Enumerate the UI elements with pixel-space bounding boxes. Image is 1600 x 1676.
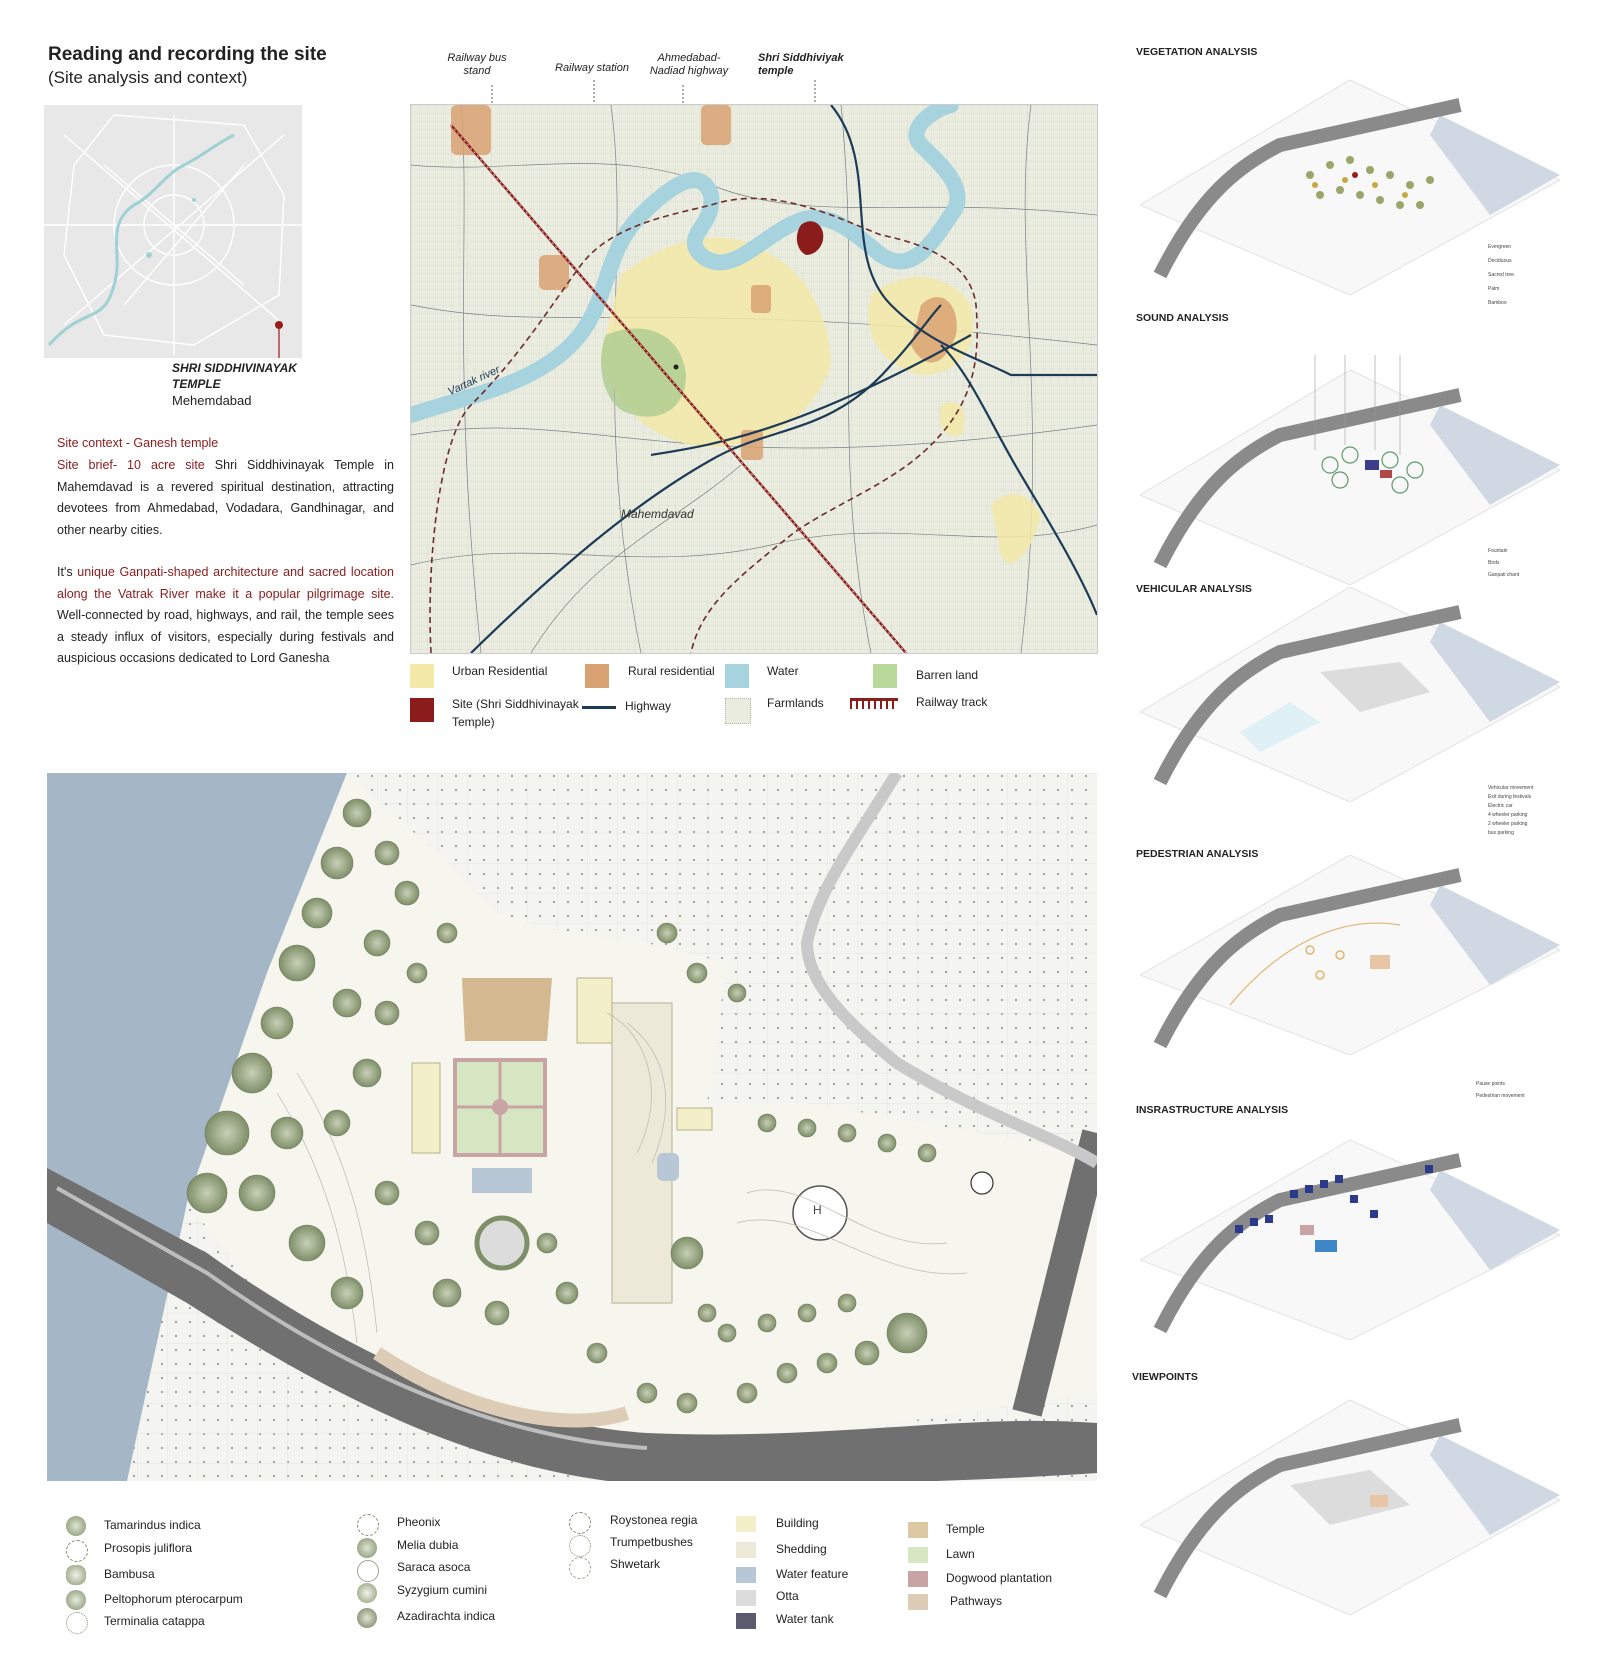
material-label: Shedding [776, 1542, 827, 1556]
legend-vegetation-item: Palm [1488, 286, 1500, 292]
neem-icon [357, 1608, 377, 1628]
swatch-lawn [908, 1547, 928, 1563]
iso-pedestrian [1140, 855, 1560, 1055]
legend-label-site: Site (Shri Siddhivinayak Temple) [452, 697, 579, 729]
phoenix-icon [357, 1514, 379, 1536]
legend-vehicular-item: bus parking [1488, 830, 1514, 836]
material-label: Otta [776, 1589, 799, 1603]
legend-vehicular-item: 4 wheeler parking [1488, 812, 1528, 818]
plant-label: Trumpetbushes [610, 1535, 693, 1549]
panel-title-viewpoints: VIEWPOINTS [1132, 1371, 1198, 1383]
panel-title-vegetation: VEGETATION ANALYSIS [1136, 46, 1258, 58]
legend-swatch-urban [410, 664, 434, 688]
context-para2-red: unique Ganpati-shaped architecture and sacred location along the Vatrak River make it a popular pilgrimage site. [57, 565, 394, 601]
melia-icon [357, 1538, 377, 1558]
locator-label: SHRI SIDDHIVINAYAK TEMPLE [172, 361, 297, 391]
page-subtitle: (Site analysis and context) [48, 68, 248, 87]
legend-swatch-water [725, 664, 749, 688]
legend-sound-item: Ganpati chant [1488, 572, 1520, 578]
swatch-water-tank [736, 1613, 756, 1629]
roystonea-icon [569, 1512, 591, 1534]
legend-swatch-barren [873, 664, 897, 688]
plant-label: Azadirachta indica [397, 1609, 496, 1623]
map-river-label: Vartak river [446, 363, 502, 399]
page-title: Reading and recording the site [48, 44, 327, 65]
iso-infrastructure [1140, 1130, 1560, 1340]
legend-swatch-rural [585, 664, 609, 688]
legend-sound-item: Fountain [1488, 548, 1508, 554]
legend-label-barren: Barren land [916, 668, 979, 682]
tamarind-icon [66, 1516, 86, 1536]
legend-vehicular-item: Electric car [1488, 803, 1513, 809]
plant-label: Shwetark [610, 1557, 661, 1571]
legend-vehicular-item: Exit during festivals [1488, 794, 1532, 800]
material-label: Temple [946, 1522, 985, 1536]
terminalia-icon [66, 1612, 88, 1634]
legend-label-highway: Highway [625, 699, 672, 713]
site-plan [47, 773, 1097, 1481]
legend-vehicular-item: Vehicular movement [1488, 785, 1534, 791]
material-label: Lawn [946, 1547, 975, 1561]
legend-sound [1488, 545, 1519, 581]
plant-label: Tamarindus indica [104, 1518, 201, 1532]
material-label: Pathways [950, 1594, 1003, 1608]
legend-pedestrian-item: Pause points [1476, 1081, 1505, 1087]
legend-swatch-farmlands [725, 698, 751, 724]
plant-label: Melia dubia [397, 1538, 459, 1552]
context-para2-text: Well-connected by road, highways, and rail, the temple sees a steady influx of visitors, especially during festivals and auspicious occasions dedicated to Lord Ganesha [57, 608, 394, 665]
legend-label-rural: Rural residential [628, 664, 715, 678]
legend-label-farmlands: Farmlands [767, 696, 824, 710]
material-label: Building [776, 1516, 819, 1530]
plant-label: Roystonea regia [610, 1513, 698, 1527]
swatch-pathways [908, 1594, 928, 1610]
iso-viewpoints [1140, 1395, 1560, 1615]
plant-label: Pheonix [397, 1515, 441, 1529]
plant-label: Terminalia catappa [104, 1614, 205, 1628]
legend-sound-item: Birds [1488, 560, 1500, 566]
bamboo-icon [66, 1565, 86, 1585]
legend-vehicular-item: 2 wheeler parking [1488, 821, 1528, 827]
legend-label-water: Water [767, 664, 799, 678]
swatch-temple [908, 1522, 928, 1538]
locator-place: Mehemdabad [172, 393, 252, 408]
shwetark-icon [569, 1557, 591, 1579]
legend-swatch-highway [582, 706, 616, 709]
material-label: Water feature [776, 1567, 849, 1581]
map-town-label: Mahemdavad [621, 507, 694, 521]
swatch-otta [736, 1590, 756, 1606]
material-label: Dogwood plantation [946, 1571, 1053, 1585]
legend-label-urban: Urban Residential [452, 664, 548, 678]
legend-vegetation-item: Evergreen [1488, 244, 1512, 250]
legend-label-railway: Railway track [916, 695, 988, 709]
legend-vegetation-item: Deciduous [1488, 258, 1512, 264]
panel-title-infrastructure: INSRASTRUCTURE ANALYSIS [1136, 1104, 1289, 1116]
legend-vegetation [1488, 240, 1514, 310]
legend-vehicular [1488, 784, 1533, 838]
saraca-icon [357, 1560, 379, 1582]
plant-label: Prosopis juliflora [104, 1541, 193, 1555]
map-label-temple: Shri Siddhiviyak temple [758, 52, 844, 77]
swatch-building [736, 1516, 756, 1532]
map-label-railway-station: Railway station [555, 62, 629, 74]
helipad-mark: H [813, 1203, 822, 1217]
legend-pedestrian [1476, 1078, 1525, 1102]
panel-title-sound: SOUND ANALYSIS [1136, 312, 1229, 324]
material-legend [736, 1512, 1116, 1642]
legend-vegetation-item: Sacred tree [1488, 272, 1514, 278]
map-legend [410, 662, 1050, 732]
prosopis-icon [66, 1540, 88, 1562]
legend-pedestrian-item: Pedestrian movement [1476, 1093, 1525, 1099]
syzygium-icon [357, 1583, 377, 1603]
context-para2-lead: It's [57, 565, 78, 579]
iso-vehicular [1140, 582, 1560, 802]
context-heading: Site context - Ganesh temple [57, 436, 219, 450]
plant-legend [64, 1512, 744, 1642]
legend-swatch-railway [850, 698, 898, 709]
plant-label: Saraca asoca [397, 1560, 471, 1574]
swatch-water-feature [736, 1567, 756, 1583]
legend-swatch-site [410, 698, 434, 722]
panel-title-pedestrian: PEDESTRIAN ANALYSIS [1136, 848, 1259, 860]
swatch-dogwood [908, 1571, 928, 1587]
swatch-shedding [736, 1542, 756, 1558]
map-label-highway: Ahmedabad- Nadiad highway [649, 52, 729, 77]
plant-label: Syzygium cumini [397, 1583, 488, 1597]
context-brief-text: Shri Siddhivinayak Temple in Mahemdavad is a revered spiritual destination, attracting devotees from Ahmedabad, Vodadara, Gandhinagar, and other nearby cities. [57, 458, 395, 537]
panel-title-vehicular: VEHICULAR ANALYSIS [1136, 583, 1252, 595]
context-map [410, 104, 1098, 654]
map-label-bus-stand: Railway bus stand [447, 52, 507, 77]
plant-label: Peltophorum pterocarpum [104, 1592, 243, 1606]
plant-label: Bambusa [104, 1567, 155, 1581]
legend-vegetation-item: Bamboo [1488, 300, 1507, 306]
peltophorum-icon [66, 1590, 86, 1610]
context-brief-lead: Site brief- 10 acre site [57, 458, 205, 472]
material-label: Water tank [776, 1612, 834, 1626]
trumpetbush-icon [569, 1535, 591, 1557]
